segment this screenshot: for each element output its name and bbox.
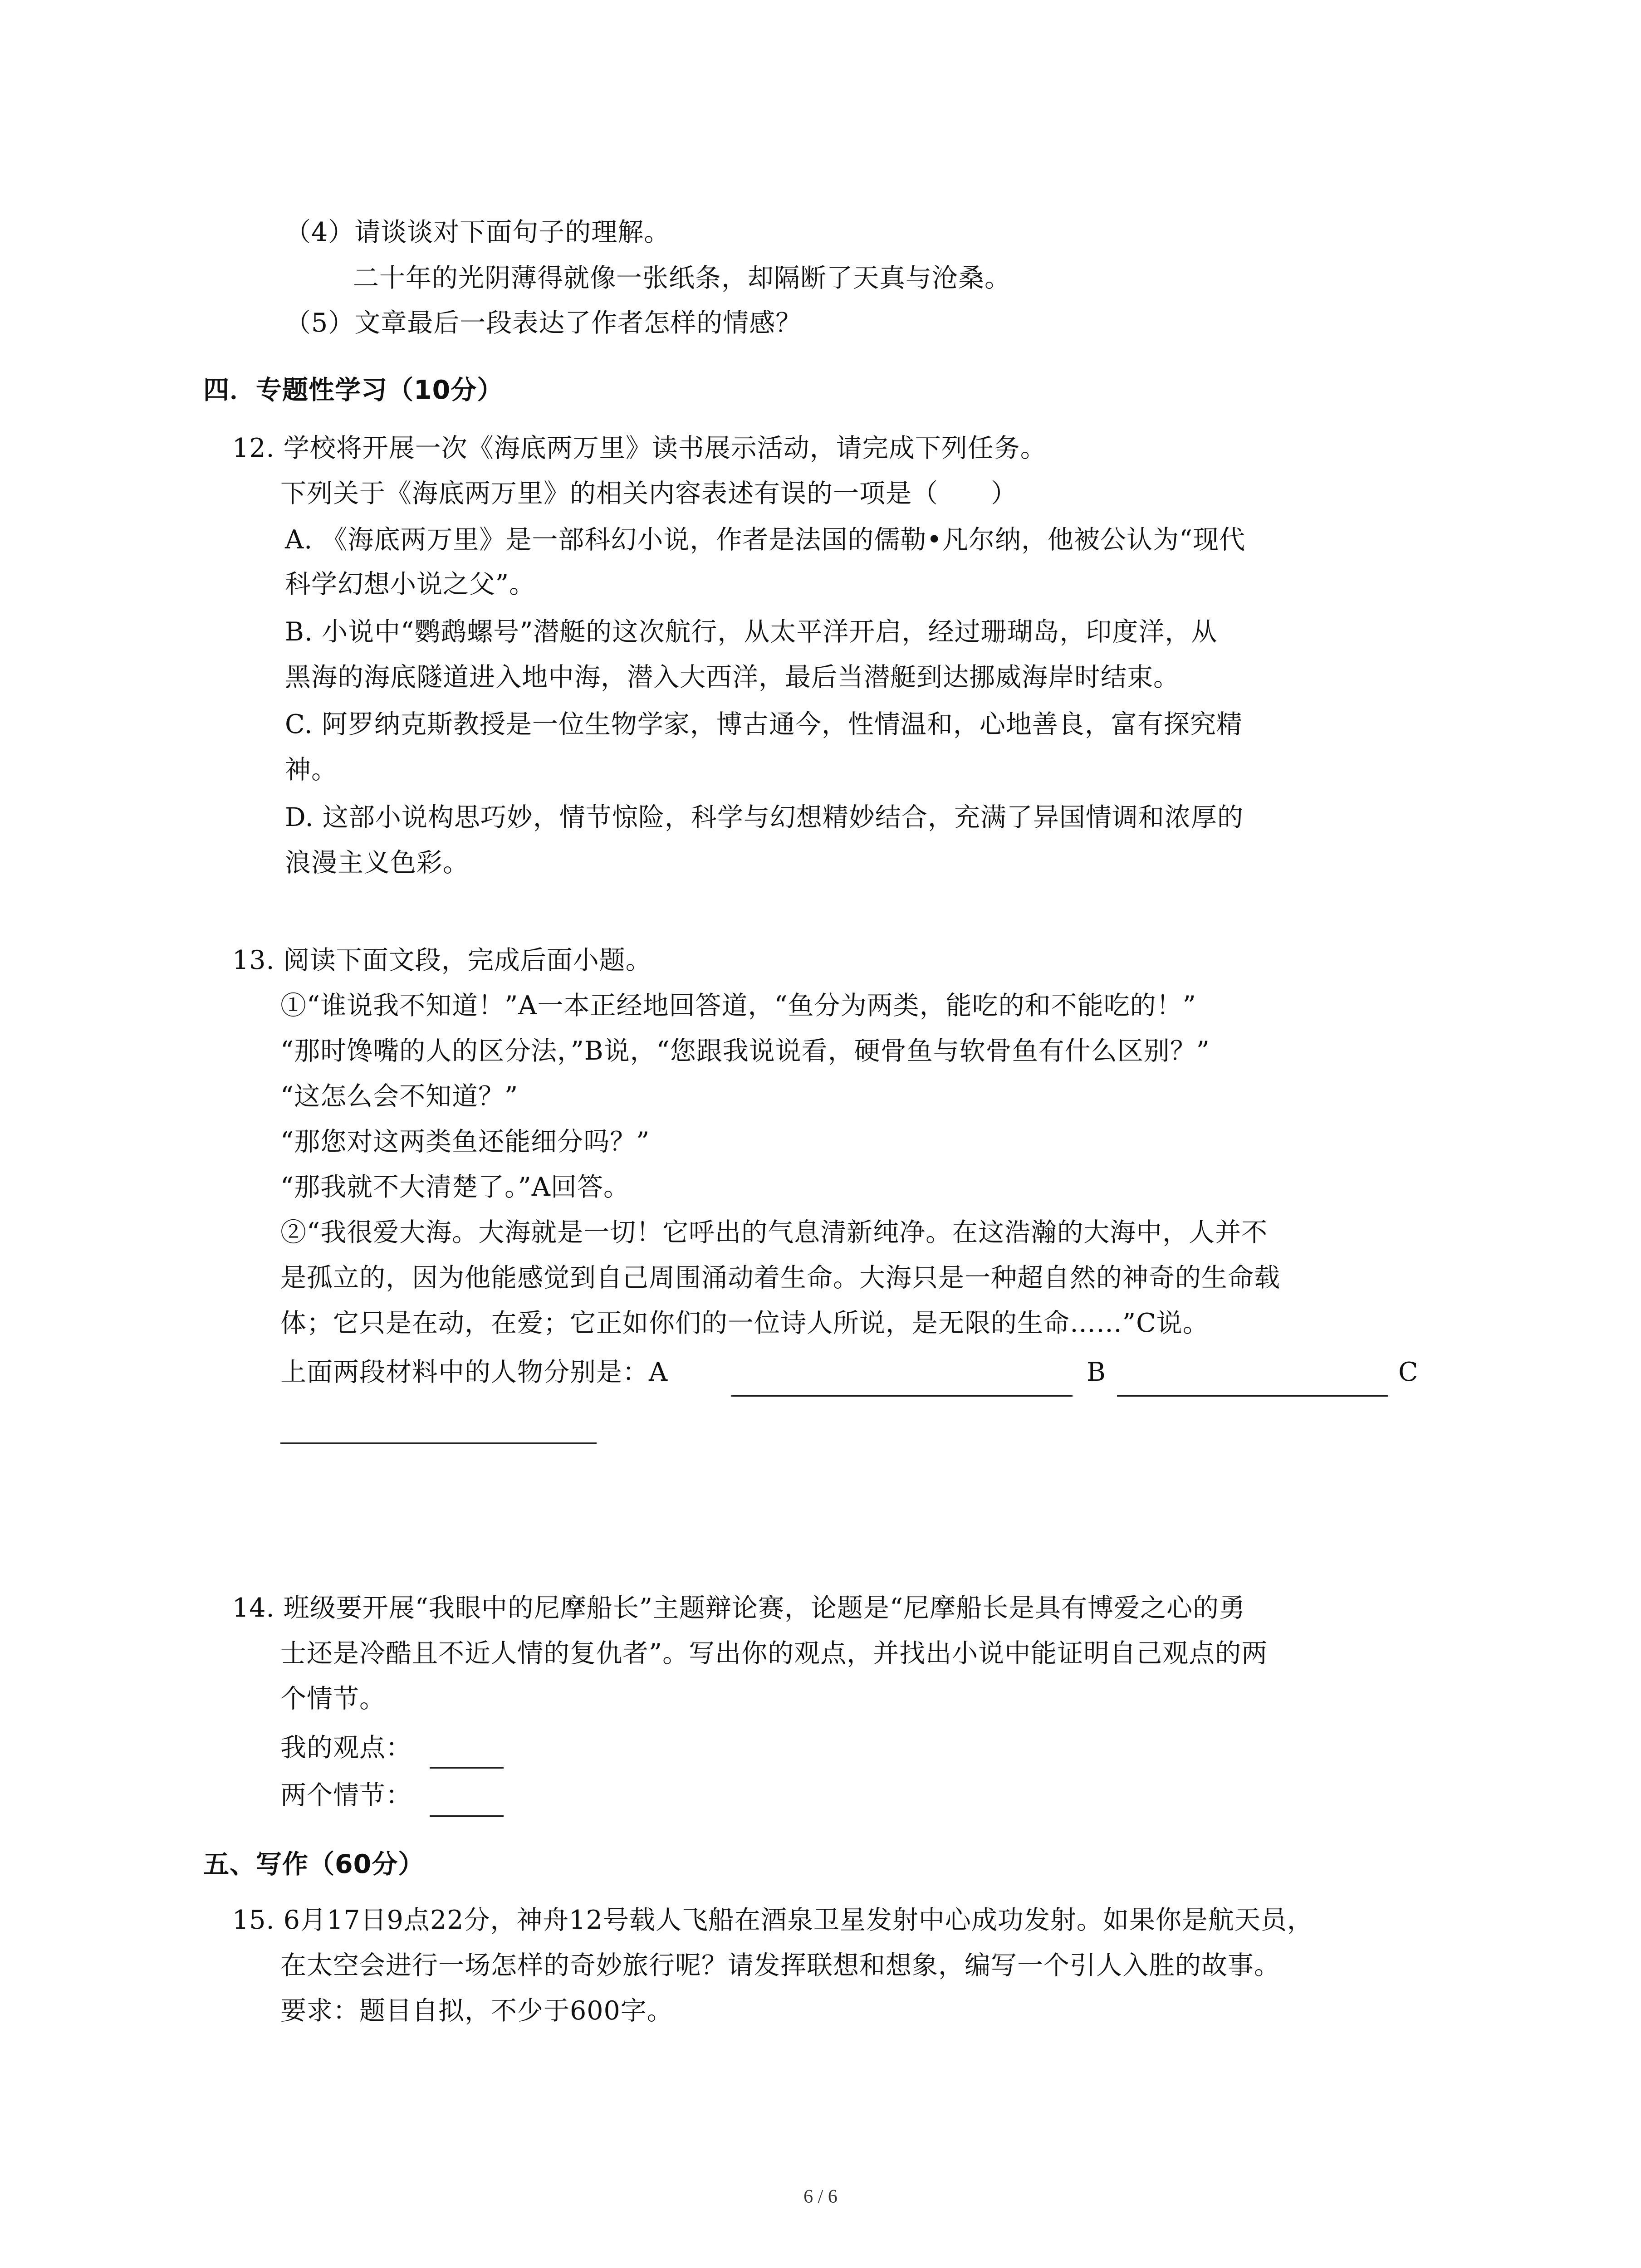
plots-answer-blank[interactable]	[430, 1815, 504, 1817]
q13-passage2-line1: ②“我很爱大海。大海就是一切！它呼出的气息清新纯净。在这浩瀚的大海中，人并不	[280, 1217, 1268, 1247]
q12-option-b-line2: 黑海的海底隧道进入地中海，潜入大西洋，最后当潜艇到达挪威海岸时结束。	[285, 662, 1180, 692]
q13-passage2-line2: 是孤立的，因为他能感觉到自己周围涌动着生命。大海只是一种超自然的神奇的生命载	[280, 1263, 1280, 1293]
answer-blank-a[interactable]	[731, 1395, 1073, 1397]
q14-stem-line1: 14. 班级要开展“我眼中的尼摩船长”主题辩论赛，论题是“尼摩船长是具有博爱之心的勇	[232, 1593, 1246, 1623]
q11-item4-quote: 二十年的光阴薄得就像一张纸条，却隔断了天真与沧桑。	[353, 263, 1011, 293]
q12-option-b-line1: B. 小说中“鹦鹉螺号”潜艇的这次航行，从太平洋开启，经过珊瑚岛，印度洋，从	[285, 617, 1218, 647]
q15-line2: 在太空会进行一场怎样的奇妙旅行呢？请发挥联想和想象，编写一个引人入胜的故事。	[280, 1950, 1280, 1980]
q14-stem-line2: 士还是冷酷且不近人情的复仇者”。写出你的观点，并找出小说中能证明自己观点的两	[280, 1638, 1268, 1668]
q15-line3: 要求：题目自拟，不少于600字。	[280, 1996, 673, 2026]
page-number: 6 / 6	[803, 2186, 838, 2207]
q12-sub: 下列关于《海底两万里》的相关内容表述有误的一项是（ ）	[280, 479, 1017, 508]
view-answer-blank[interactable]	[430, 1767, 504, 1769]
q13-passage2-line3: 体；它只是在动，在爱；它正如你们的一位诗人所说，是无限的生命……”C说。	[280, 1308, 1209, 1338]
q12-option-c-line2: 神。	[285, 755, 338, 785]
q14-view-label: 我的观点：	[280, 1733, 412, 1763]
q13-label-c: C	[1398, 1357, 1419, 1387]
q15-line1: 15. 6月17日9点22分，神舟12号载人飞船在酒泉卫星发射中心成功发射。如果你是航天员，	[232, 1905, 1313, 1935]
q13-passage1-line3: “这怎么会不知道？”	[280, 1081, 519, 1111]
q11-item4: （4）请谈谈对下面句子的理解。	[285, 217, 671, 247]
section4-title: 四．专题性学习（10分）	[203, 375, 504, 405]
q12-option-c-line1: C. 阿罗纳克斯教授是一位生物学家，博古通今，性情温和，心地善良，富有探究精	[285, 709, 1243, 739]
q12-option-a-line2: 科学幻想小说之父”。	[285, 569, 536, 599]
q12-option-d-line2: 浪漫主义色彩。	[285, 848, 469, 878]
q13-passage1-line1: ①“谁说我不知道！”A一本正经地回答道，“鱼分为两类，能吃的和不能吃的！”	[280, 991, 1196, 1021]
q14-stem-line3: 个情节。	[280, 1684, 386, 1714]
q13-passage1-line4: “那您对这两类鱼还能细分吗？”	[280, 1127, 650, 1157]
q13-passage1-line5: “那我就不大清楚了。”A回答。	[280, 1172, 630, 1202]
q12-option-d-line1: D. 这部小说构思巧妙，情节惊险，科学与幻想精妙结合，充满了异国情调和浓厚的	[285, 802, 1244, 832]
q13-question: 上面两段材料中的人物分别是：A	[280, 1357, 668, 1387]
q14-plots-label: 两个情节：	[280, 1780, 412, 1810]
answer-blank-b[interactable]	[1117, 1395, 1388, 1397]
q11-item5: （5）文章最后一段表达了作者怎样的情感？	[285, 308, 802, 338]
q13-stem: 13. 阅读下面文段，完成后面小题。	[232, 945, 652, 975]
answer-blank-c[interactable]	[280, 1442, 597, 1444]
q13-label-b: B	[1087, 1357, 1106, 1387]
q12-stem: 12. 学校将开展一次《海底两万里》读书展示活动，请完成下列任务。	[232, 433, 1047, 463]
q13-passage1-line2: “那时馋嘴的人的区分法，”B说，“您跟我说说看，硬骨鱼与软骨鱼有什么区别？”	[280, 1036, 1210, 1066]
q12-option-a-line1: A. 《海底两万里》是一部科幻小说，作者是法国的儒勒•凡尔纳，他被公认为“现代	[285, 525, 1246, 555]
section5-title: 五、写作（60分）	[203, 1849, 425, 1879]
